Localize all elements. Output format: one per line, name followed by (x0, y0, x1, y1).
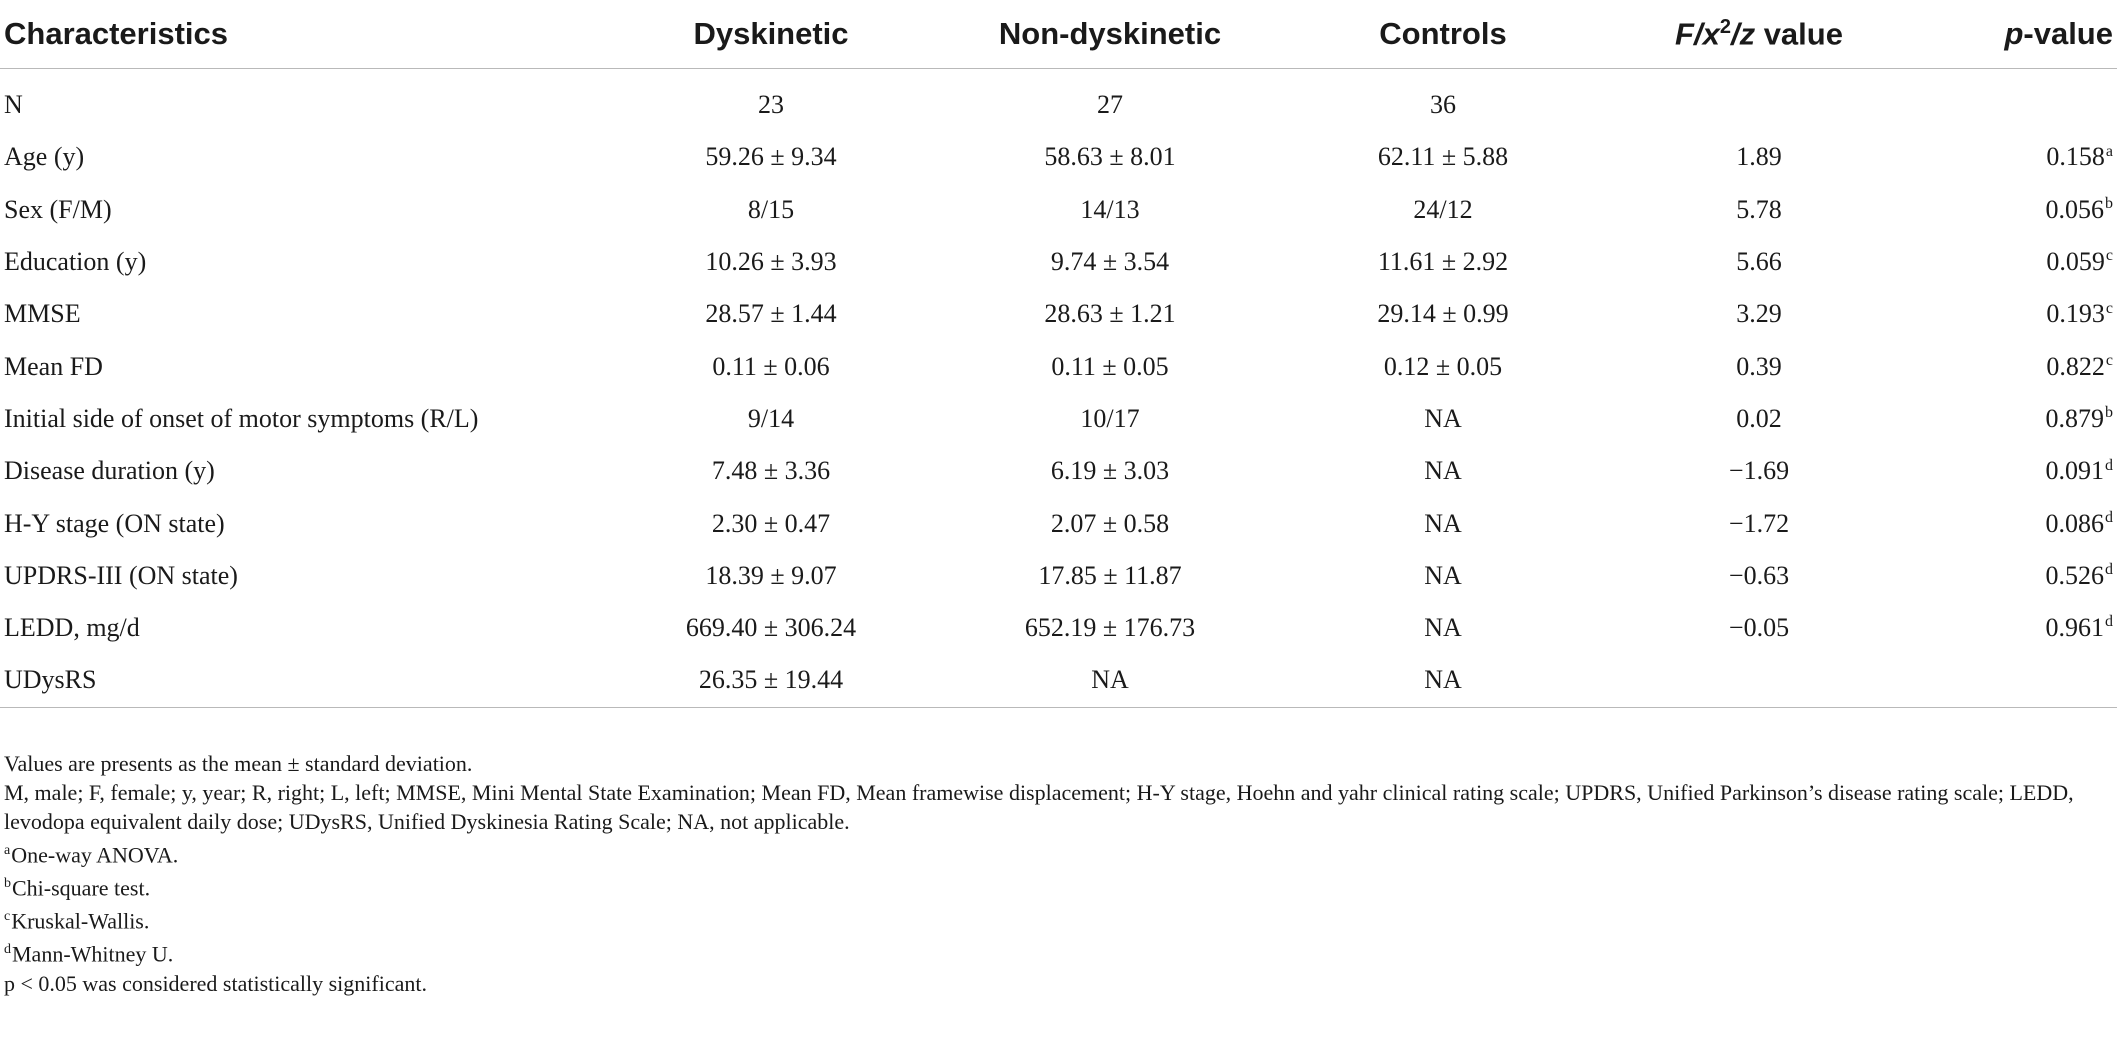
header-statistic-value: value (1755, 16, 1843, 52)
row-label: Disease duration (y) (4, 456, 215, 486)
cell-non-dyskinetic: 27 (1097, 90, 1123, 120)
cell-statistic: −1.72 (1728, 508, 1790, 538)
row-label: Education (y) (4, 247, 147, 277)
cell-statistic: 1.89 (1736, 142, 1782, 172)
cell-non-dyskinetic: NA (922, 654, 1298, 707)
cell-statistic: 3.29 (1736, 299, 1782, 329)
cell-statistic (1588, 654, 1930, 707)
table-row (0, 340, 2117, 392)
cell-dyskinetic: 8/15 (747, 194, 795, 224)
cell-non-dyskinetic: 9.74 ± 3.54 (1050, 247, 1170, 277)
footnote (4, 903, 2109, 936)
cell-dyskinetic: 669.40 ± 306.24 (685, 613, 857, 643)
cell-statistic: −1.69 (1728, 456, 1790, 486)
cell-p-value (1930, 393, 2117, 445)
table-row (0, 497, 2117, 549)
cell-non-dyskinetic: 652.19 ± 176.73 (1024, 613, 1196, 643)
p-value-number: 0.961 (2045, 613, 2104, 643)
row-label: MMSE (4, 299, 81, 329)
table-row (0, 445, 2117, 497)
significance-note: p < 0.05 was considered statistically significant. (4, 970, 427, 996)
cell-controls: NA (1424, 456, 1462, 486)
footnote (4, 837, 2109, 870)
footnote-text: Kruskal-Wallis. (11, 908, 150, 934)
cell-p-value (1930, 602, 2117, 654)
p-value-footnote-mark: b (2105, 195, 2113, 213)
footnote-mark: a (4, 842, 11, 858)
p-value-number: 0.822 (2046, 351, 2105, 381)
cell-statistic: 0.39 (1736, 351, 1782, 381)
cell-p-value (1930, 69, 2117, 132)
cell-controls: NA (1424, 403, 1462, 433)
cell-statistic: 5.78 (1736, 194, 1782, 224)
footnote (4, 870, 2109, 903)
footnote (4, 936, 2109, 969)
header-statistic (1588, 0, 1930, 69)
cell-controls: NA (1424, 508, 1462, 538)
p-value-number: 0.526 (2045, 560, 2104, 590)
row-label: N (4, 90, 23, 120)
table-row (0, 69, 2117, 132)
cell-controls: 36 (1430, 90, 1456, 120)
cell-non-dyskinetic: 0.11 ± 0.05 (1051, 351, 1169, 381)
table-row (0, 288, 2117, 340)
cell-non-dyskinetic: 2.07 ± 0.58 (1050, 508, 1170, 538)
p-value-footnote-mark: b (2105, 404, 2113, 422)
footnote-text: Mann-Whitney U. (12, 941, 174, 967)
values-note: Values are presents as the mean ± standard deviation. (4, 751, 473, 776)
cell-p-value (1930, 340, 2117, 392)
p-value-number: 0.193 (2046, 299, 2105, 329)
cell-non-dyskinetic: 10/17 (1080, 403, 1140, 433)
cell-non-dyskinetic: 14/13 (1080, 194, 1140, 224)
p-value-footnote-mark: d (2105, 456, 2113, 474)
cell-non-dyskinetic: 6.19 ± 3.03 (1050, 456, 1170, 486)
cell-non-dyskinetic: 17.85 ± 11.87 (1038, 560, 1182, 590)
table-row (0, 393, 2117, 445)
p-value-number: 0.091 (2045, 456, 2104, 486)
cell-statistic: −0.05 (1728, 613, 1790, 643)
cell-p-value (1930, 131, 2117, 183)
header-statistic-sep1: / (1693, 16, 1703, 52)
header-controls: Controls (1298, 0, 1588, 69)
cell-statistic: −0.63 (1728, 560, 1790, 590)
p-value-footnote-mark: d (2105, 561, 2113, 579)
table-row (0, 602, 2117, 654)
footnotes (4, 837, 2109, 970)
p-value-footnote-mark: a (2105, 142, 2113, 160)
header-statistic-z: z (1739, 16, 1756, 52)
cell-p-value (1930, 288, 2117, 340)
p-value-footnote-mark: c (2105, 299, 2113, 317)
table-row (0, 654, 2117, 707)
p-value-footnote-mark: d (2105, 613, 2113, 631)
cell-dyskinetic: 59.26 ± 9.34 (705, 142, 837, 172)
table-row (0, 550, 2117, 602)
table-header-row (0, 0, 2117, 69)
row-label: Sex (F/M) (4, 194, 112, 224)
table-row (0, 131, 2117, 183)
p-value-footnote-mark: c (2105, 247, 2113, 265)
abbreviations-note: M, male; F, female; y, year; R, right; L, left; MMSE, Mini Mental State Examination; Mean FD, Mean framewise displacement; H-Y stage, Hoehn and yahr clinical rating scale; UPDRS, Unified Parkinson’s disease rating scale; LEDD, levodopa equivalent daily dose; UDysRS, Unified Dyskinesia Rating Scale; NA, not applicable. (4, 779, 2074, 834)
cell-controls: 0.12 ± 0.05 (1383, 351, 1503, 381)
cell-dyskinetic: 0.11 ± 0.06 (712, 351, 830, 381)
header-statistic-x-sup: 2 (1719, 15, 1731, 38)
table-row (0, 236, 2117, 288)
cell-p-value (1930, 550, 2117, 602)
p-value-footnote-mark: c (2105, 351, 2113, 369)
header-statistic-f: F (1675, 16, 1694, 52)
cell-non-dyskinetic: 58.63 ± 8.01 (1044, 142, 1176, 172)
row-label: H-Y stage (ON state) (4, 508, 225, 538)
cell-p-value (1930, 654, 2117, 707)
header-characteristics: Characteristics (0, 0, 620, 69)
cell-controls: 29.14 ± 0.99 (1377, 299, 1509, 329)
header-dyskinetic: Dyskinetic (620, 0, 922, 69)
cell-controls: NA (1424, 560, 1462, 590)
cell-statistic (1588, 69, 1930, 132)
row-label: UDysRS (0, 654, 620, 707)
header-p-italic: p (2004, 16, 2024, 51)
p-value-number: 0.086 (2045, 508, 2104, 538)
row-label: LEDD, mg/d (4, 613, 140, 643)
table-notes (4, 750, 2109, 999)
cell-controls: NA (1298, 654, 1588, 707)
header-statistic-sep2: / (1730, 16, 1740, 52)
row-label: Age (y) (4, 142, 85, 172)
cell-dyskinetic: 9/14 (747, 403, 795, 433)
cell-controls: 11.61 ± 2.92 (1377, 247, 1509, 277)
p-value-number: 0.059 (2046, 247, 2105, 277)
cell-statistic: 0.02 (1736, 403, 1782, 433)
cell-dyskinetic: 23 (758, 90, 784, 120)
p-value-footnote-mark: d (2105, 508, 2113, 526)
header-statistic-x: x (1702, 16, 1720, 52)
p-value-number: 0.158 (2046, 142, 2105, 172)
footnote-text: Chi-square test. (12, 875, 151, 901)
cell-dyskinetic: 28.57 ± 1.44 (705, 299, 837, 329)
cell-dyskinetic: 7.48 ± 3.36 (711, 456, 831, 486)
header-p-rest: -value (2023, 16, 2113, 51)
p-value-number: 0.056 (2045, 194, 2104, 224)
header-non-dyskinetic: Non-dyskinetic (922, 0, 1298, 69)
cell-p-value (1930, 184, 2117, 236)
cell-controls: 24/12 (1413, 194, 1473, 224)
table-row (0, 184, 2117, 236)
cell-p-value (1930, 497, 2117, 549)
footnote-mark: c (4, 909, 11, 925)
cell-statistic: 5.66 (1736, 247, 1782, 277)
cell-p-value (1930, 445, 2117, 497)
header-p-value (1930, 0, 2117, 69)
cell-controls: 62.11 ± 5.88 (1377, 142, 1509, 172)
row-label: UPDRS-III (ON state) (4, 560, 238, 590)
cell-dyskinetic: 10.26 ± 3.93 (705, 247, 837, 277)
p-value-number: 0.879 (2045, 403, 2104, 433)
cell-dyskinetic: 18.39 ± 9.07 (705, 560, 837, 590)
cell-non-dyskinetic: 28.63 ± 1.21 (1044, 299, 1176, 329)
cell-dyskinetic: 26.35 ± 19.44 (620, 654, 922, 707)
row-label: Mean FD (4, 351, 103, 381)
footnote-mark: b (4, 875, 11, 891)
cell-dyskinetic: 2.30 ± 0.47 (711, 508, 831, 538)
cell-p-value (1930, 236, 2117, 288)
footnote-text: One-way ANOVA. (11, 842, 179, 868)
footnote-mark: d (4, 942, 11, 958)
cell-controls: NA (1424, 613, 1462, 643)
table-body (0, 69, 2117, 708)
row-label: Initial side of onset of motor symptoms (R/L) (4, 403, 479, 433)
